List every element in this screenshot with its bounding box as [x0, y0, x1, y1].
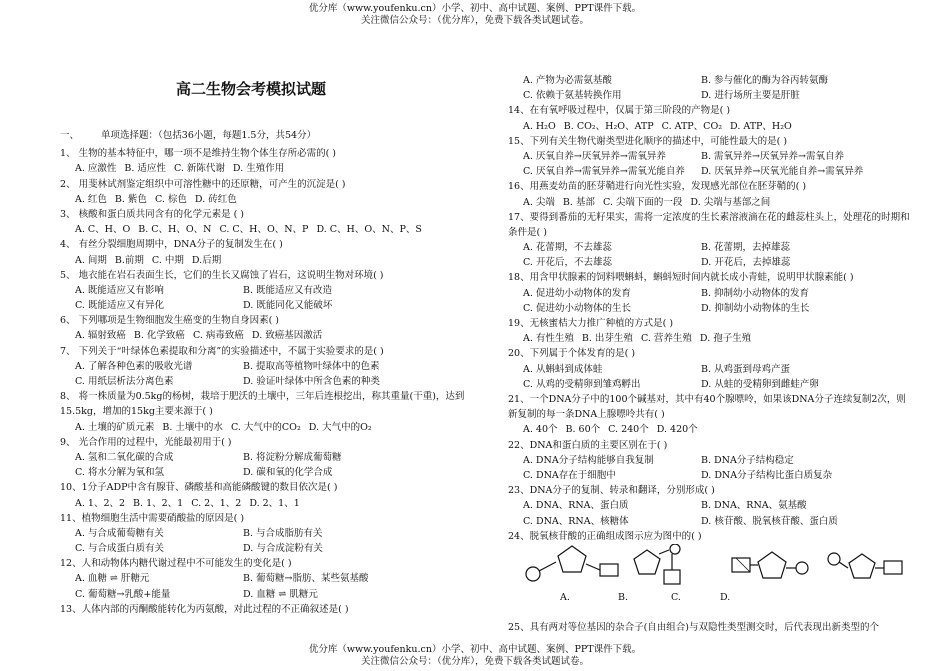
question-stem: 2、 用斐林试剂鉴定组织中可溶性糖中的还原糖，可产生的沉淀是( ) [60, 178, 346, 190]
header-line-1: 优分库（www.youfenku.cn）小学、初中、高中试题、案例、PPT课件下载。 [308, 3, 642, 14]
answer-option: B. 提取高等植物叶绿体中的色素 [243, 360, 380, 372]
option-row [508, 453, 914, 468]
answer-option: D. 验证叶绿体中所含色素的种类 [243, 376, 380, 388]
answer-option: C. 与合成蛋白质有关 [75, 543, 164, 555]
answer-option: B. 需氧异养→厌氧异养→需氧自养 [701, 150, 844, 162]
answer-option: B. 60个 [565, 424, 601, 436]
answer-option: B. 出芽生殖 [581, 333, 633, 345]
footer-line-1: 优分库（www.youfenku.cn）小学、初中、高中试题、案例、PPT课件下载。 [308, 644, 642, 655]
answer-option: B. C、H、O、N [138, 224, 212, 236]
option-row [60, 374, 468, 389]
option-row [60, 328, 468, 343]
answer-option: A. 1、2、2 [75, 497, 126, 509]
answer-option: A. DNA、RNA、蛋白质 [523, 500, 629, 512]
option-row [60, 283, 468, 298]
question-stem: 17、要得到番茄的无籽果实，需将一定浓度的生长素溶液滴在花的雌蕊柱头上，处理花的时期和条件是( ) [508, 211, 910, 238]
option-row [60, 526, 468, 541]
right-column [508, 73, 914, 635]
answer-option: C. DNA存在于细胞中 [523, 469, 616, 481]
answer-option: B. CO₂、H₂O、ATP [563, 120, 654, 132]
answer-option: B. DNA、RNA、氨基酸 [701, 500, 807, 512]
option-row [508, 73, 914, 88]
answer-option: C. 2、1、2 [191, 497, 242, 509]
answer-option: C. DNA、RNA、核糖体 [523, 515, 629, 527]
answer-option: D. 抑制幼小动物体的生长 [701, 302, 810, 314]
answer-option: A. 应激性 [75, 163, 117, 175]
answer-option: D. 生殖作用 [232, 163, 285, 175]
answer-option: D. 既能同化又能破坏 [243, 300, 333, 312]
figure-b [634, 544, 680, 584]
answer-option: A. 辐射致癌 [75, 330, 126, 342]
question-stem: 14、在有氧呼吸过程中，仅属于第三阶段的产物是( ) [508, 105, 731, 117]
answer-option: A. 产物为必需氨基酸 [523, 75, 612, 86]
left-column [60, 128, 468, 617]
answer-option: B. 与合成脂肪有关 [243, 527, 323, 539]
figure-d [828, 553, 902, 578]
option-row [508, 164, 914, 179]
answer-option: C. 病毒致癌 [192, 330, 244, 342]
option-row [60, 359, 468, 374]
answer-option: C. 依赖于氨基转换作用 [523, 90, 622, 102]
answer-option: C. 从鸡的受精卵到雏鸡孵出 [523, 378, 641, 390]
answer-option: A. 有性生殖 [523, 333, 574, 345]
question-stem: 8、 将一株质量为0.5kg的杨树，栽培于肥沃的土壤中，三年后连根挖出，称其重量(干重)，达到15.5kg，增加的15kg主要来源于( ) [60, 391, 465, 418]
answer-option: B. 适应性 [124, 163, 166, 175]
question-stem: 23、DNA分子的复制、转录和翻译，分别形成( ) [508, 485, 715, 497]
answer-option: B. 参与催化的酶为谷丙转氨酶 [701, 75, 829, 86]
figure-c [732, 552, 808, 578]
section-text: 单项选择题：（包括36小题，每题1.5分，共54分） [101, 130, 317, 141]
question-stem: 21、一个DNA分子中的100个碱基对，其中有40个腺嘌呤，如果该DNA分子连续复制2次，则新复制的每一条DNA上腺嘌呤共有( ) [508, 393, 906, 421]
answer-option: A. 40个 [523, 424, 558, 436]
answer-option: D. 厌氧异养→厌氧光能自养→需氧异养 [701, 166, 864, 178]
answer-option: C. 尖端下面的一段 [602, 196, 683, 208]
answer-option: B. 1、2、1 [133, 497, 184, 509]
answer-option: C. 中期 [151, 254, 184, 266]
answer-option: D. 开花后，去掉雄蕊 [701, 257, 791, 269]
option-row [508, 362, 914, 377]
answer-option: D. 尖端与基部之间 [690, 196, 771, 208]
option-row [508, 88, 914, 103]
answer-option: D. 碳和氧的化学合成 [243, 467, 333, 479]
answer-option: A. 了解各种色素的吸收光谱 [75, 360, 193, 372]
answer-option: B. 将淀粉分解成葡萄糖 [243, 451, 342, 463]
answer-option: C. 促进幼小动物体的生长 [523, 302, 631, 314]
question-stem: 3、 核酸和蛋白质共同含有的化学元素是 ( ) [60, 208, 245, 220]
answer-option: D. C、H、O、N、P、S [316, 224, 422, 236]
option-row [60, 496, 468, 511]
option-row [60, 420, 468, 435]
answer-option: D. DNA分子结构比蛋白质复杂 [701, 469, 833, 481]
section-number: 一、 [60, 130, 80, 141]
answer-option: C. 厌氧自养→需氧异养→需氧光能自养 [523, 166, 685, 178]
question-stem: 6、 下列哪项是生物细胞发生癌变的生物自身因素( ) [60, 315, 279, 327]
left-question-list [60, 146, 468, 617]
figure-label-b: B. [618, 591, 629, 603]
question-stem: 19、无核蜜桔大力推广种植的方式是( ) [508, 318, 674, 330]
answer-option: C. 大气中的CO₂ [230, 421, 301, 433]
option-row [508, 286, 914, 301]
option-row [508, 377, 914, 392]
answer-option: D. 致癌基因激活 [251, 330, 323, 342]
answer-option: A. C、H、O [75, 224, 131, 236]
option-row [508, 422, 914, 437]
option-row [60, 571, 468, 586]
option-row [60, 222, 468, 237]
option-row [60, 450, 468, 465]
answer-option: D. 血糖 ⇌ 肌糖元 [243, 588, 318, 600]
option-row [60, 161, 468, 176]
exam-title: 高二生物会考模拟试题 [175, 80, 326, 98]
answer-option: A. 既能适应又有影响 [75, 284, 164, 296]
answer-option: A. 与合成葡萄糖有关 [75, 527, 164, 539]
answer-option: C. 营养生殖 [640, 333, 692, 345]
figure-label-c: C. [671, 591, 681, 603]
option-row [508, 514, 914, 529]
option-row [508, 255, 914, 270]
question-stem: 24、脱氧核苷酸的正确组成图示应为图中的( ) [508, 530, 702, 542]
answer-option: C. ATP、CO₂ [661, 120, 723, 132]
answer-option: C. 用纸层析法分离色素 [75, 376, 174, 388]
answer-option: C. 既能适应又有异化 [75, 300, 164, 312]
question-stem: 7、 下列关于“叶绿体色素提取和分离”的实验描述中，不属于实验要求的是( ) [60, 345, 384, 357]
right-question-list [508, 73, 914, 544]
option-row [60, 298, 468, 313]
option-row [60, 465, 468, 480]
answer-option: D. 2、1、1 [249, 497, 300, 509]
question-stem: 9、 光合作用的过程中，光能最初用于( ) [60, 436, 232, 448]
question-stem: 12、人和动物体内糖代谢过程中不可能发生的变化是( ) [60, 558, 292, 570]
figure-a [526, 546, 618, 581]
answer-option: A. 间期 [75, 254, 107, 266]
nucleotide-diagram [522, 544, 912, 590]
option-row [508, 195, 914, 210]
answer-option: B. 从鸡蛋到母鸡产蛋 [701, 363, 791, 375]
answer-option: B. 紫色 [114, 193, 147, 205]
page-header [0, 3, 950, 27]
option-row [60, 192, 468, 207]
answer-option: D. 从蛙的受精卵到雌蛙产卵 [701, 378, 819, 390]
option-row [60, 253, 468, 268]
answer-option: B. 葡萄糖→脂肪、某些氨基酸 [243, 573, 369, 585]
answer-option: C. 240个 [608, 424, 649, 436]
answer-option: C. 新陈代谢 [173, 163, 225, 175]
figure-label-a: A. [560, 591, 570, 603]
answer-option: D. 420个 [656, 424, 698, 436]
answer-option: A. 从蝌蚪到成体蛙 [523, 363, 603, 375]
question-stem: 10、1分子ADP中含有腺苷、磷酸基和高能磷酸键的数目依次是( ) [60, 482, 338, 494]
answer-option: B. 化学致癌 [133, 330, 185, 342]
answer-option: C. 将水分解为氧和氢 [75, 467, 164, 479]
answer-option: A. 红色 [75, 193, 107, 205]
answer-option: C. 开花后，不去雄蕊 [523, 257, 612, 269]
option-row [508, 331, 914, 346]
nucleotide-figures [522, 544, 914, 590]
answer-option: A. 厌氧自养→厌氧异养→需氧异养 [523, 150, 666, 162]
answer-option: A. 尖端 [523, 196, 555, 208]
question-stem: 15、下列有关生物代谢类型进化顺序的描述中，可能性最大的是( ) [508, 135, 788, 147]
answer-option: D. 大气中的O₂ [308, 421, 372, 433]
option-row [508, 149, 914, 164]
answer-option: B. 既能适应又有改造 [243, 284, 333, 296]
answer-option: D. 进行场所主要是肝脏 [701, 90, 800, 102]
answer-option: A. 土壤的矿质元素 [75, 421, 155, 433]
option-row [508, 468, 914, 483]
answer-option: A. 促进幼小动物体的发育 [523, 287, 631, 299]
figure-label-row [508, 590, 914, 604]
figure-label-d: D. [720, 591, 731, 603]
section-heading [60, 128, 468, 143]
answer-option: D. ATP、H₂O [730, 120, 792, 132]
answer-option: D.后期 [191, 254, 222, 266]
answer-option: C. 葡萄糖→乳酸+能量 [75, 588, 171, 600]
answer-option: A. 氢和二氧化碳的合成 [75, 451, 174, 463]
question-stem: 13、人体内部的丙酮酸能转化为丙氨酸，对此过程的不正确叙述是( ) [60, 603, 349, 615]
answer-option: D. 核苷酸、脱氧核苷酸、蛋白质 [701, 515, 838, 527]
option-row [508, 240, 914, 255]
answer-option: D. 孢子生殖 [699, 333, 752, 345]
answer-option: B. 基部 [562, 196, 595, 208]
answer-option: B. DNA分子结构稳定 [701, 454, 794, 466]
question-stem: 4、 有丝分裂细胞周期中，DNA分子的复制发生在( ) [60, 239, 283, 251]
question-stem: 1、 生物的基本特征中，哪一项不是维持生物个体生存所必需的( ) [60, 148, 336, 160]
answer-option: B.前期 [114, 254, 144, 266]
answer-option: A. H₂O [523, 120, 556, 132]
answer-option: C. C、H、O、N、P [219, 224, 309, 236]
page-footer [0, 644, 950, 668]
header-line-2: 关注微信公众号：（优分库），免费下载各类试题试卷。 [360, 15, 589, 26]
answer-option: A. DNA分子结构能够自我复制 [523, 454, 654, 466]
option-row [508, 301, 914, 316]
answer-option: B. 土壤中的水 [162, 421, 223, 433]
answer-option: D. 与合成淀粉有关 [243, 543, 323, 555]
answer-option: B. 抑制幼小动物体的发育 [701, 287, 810, 299]
answer-option: A. 血糖 ⇌ 肝糖元 [75, 573, 150, 585]
question-stem: 5、 地衣能在岩石表面生长，它们的生长又腐蚀了岩石，这说明生物对环境( ) [60, 269, 384, 281]
question-stem: 16、用燕麦幼苗的胚芽鞘进行向光性实验，发现感光部位在胚芽鞘的( ) [508, 181, 807, 193]
option-row [508, 498, 914, 513]
answer-option: C. 棕色 [154, 193, 187, 205]
question-stem: 18、用含甲状腺素的饲料喂蝌蚪，蝌蚪短时间内就长成小青蛙，说明甲状腺素能( ) [508, 272, 854, 284]
footer-line-2: 关注微信公众号：（优分库），免费下载各类试题试卷。 [360, 656, 589, 667]
answer-option: B. 花蕾期，去掉雄蕊 [701, 242, 791, 254]
answer-option: D. 砖红色 [194, 193, 237, 205]
option-row [508, 119, 914, 134]
question-stem: 22、DNA和蛋白质的主要区别在于( ) [508, 439, 668, 451]
question-stem: 11、植物细胞生活中需要硝酸盐的原因是( ) [60, 512, 245, 524]
question-25: 25、具有两对等位基因的杂合子(自由组合)与双隐性类型测交时，后代表现出新类型的个 [508, 621, 880, 633]
option-row [60, 587, 468, 602]
question-stem: 20、下列属于个体发育的是( ) [508, 348, 636, 360]
answer-option: A. 花蕾期，不去雄蕊 [523, 242, 612, 254]
option-row [60, 541, 468, 556]
